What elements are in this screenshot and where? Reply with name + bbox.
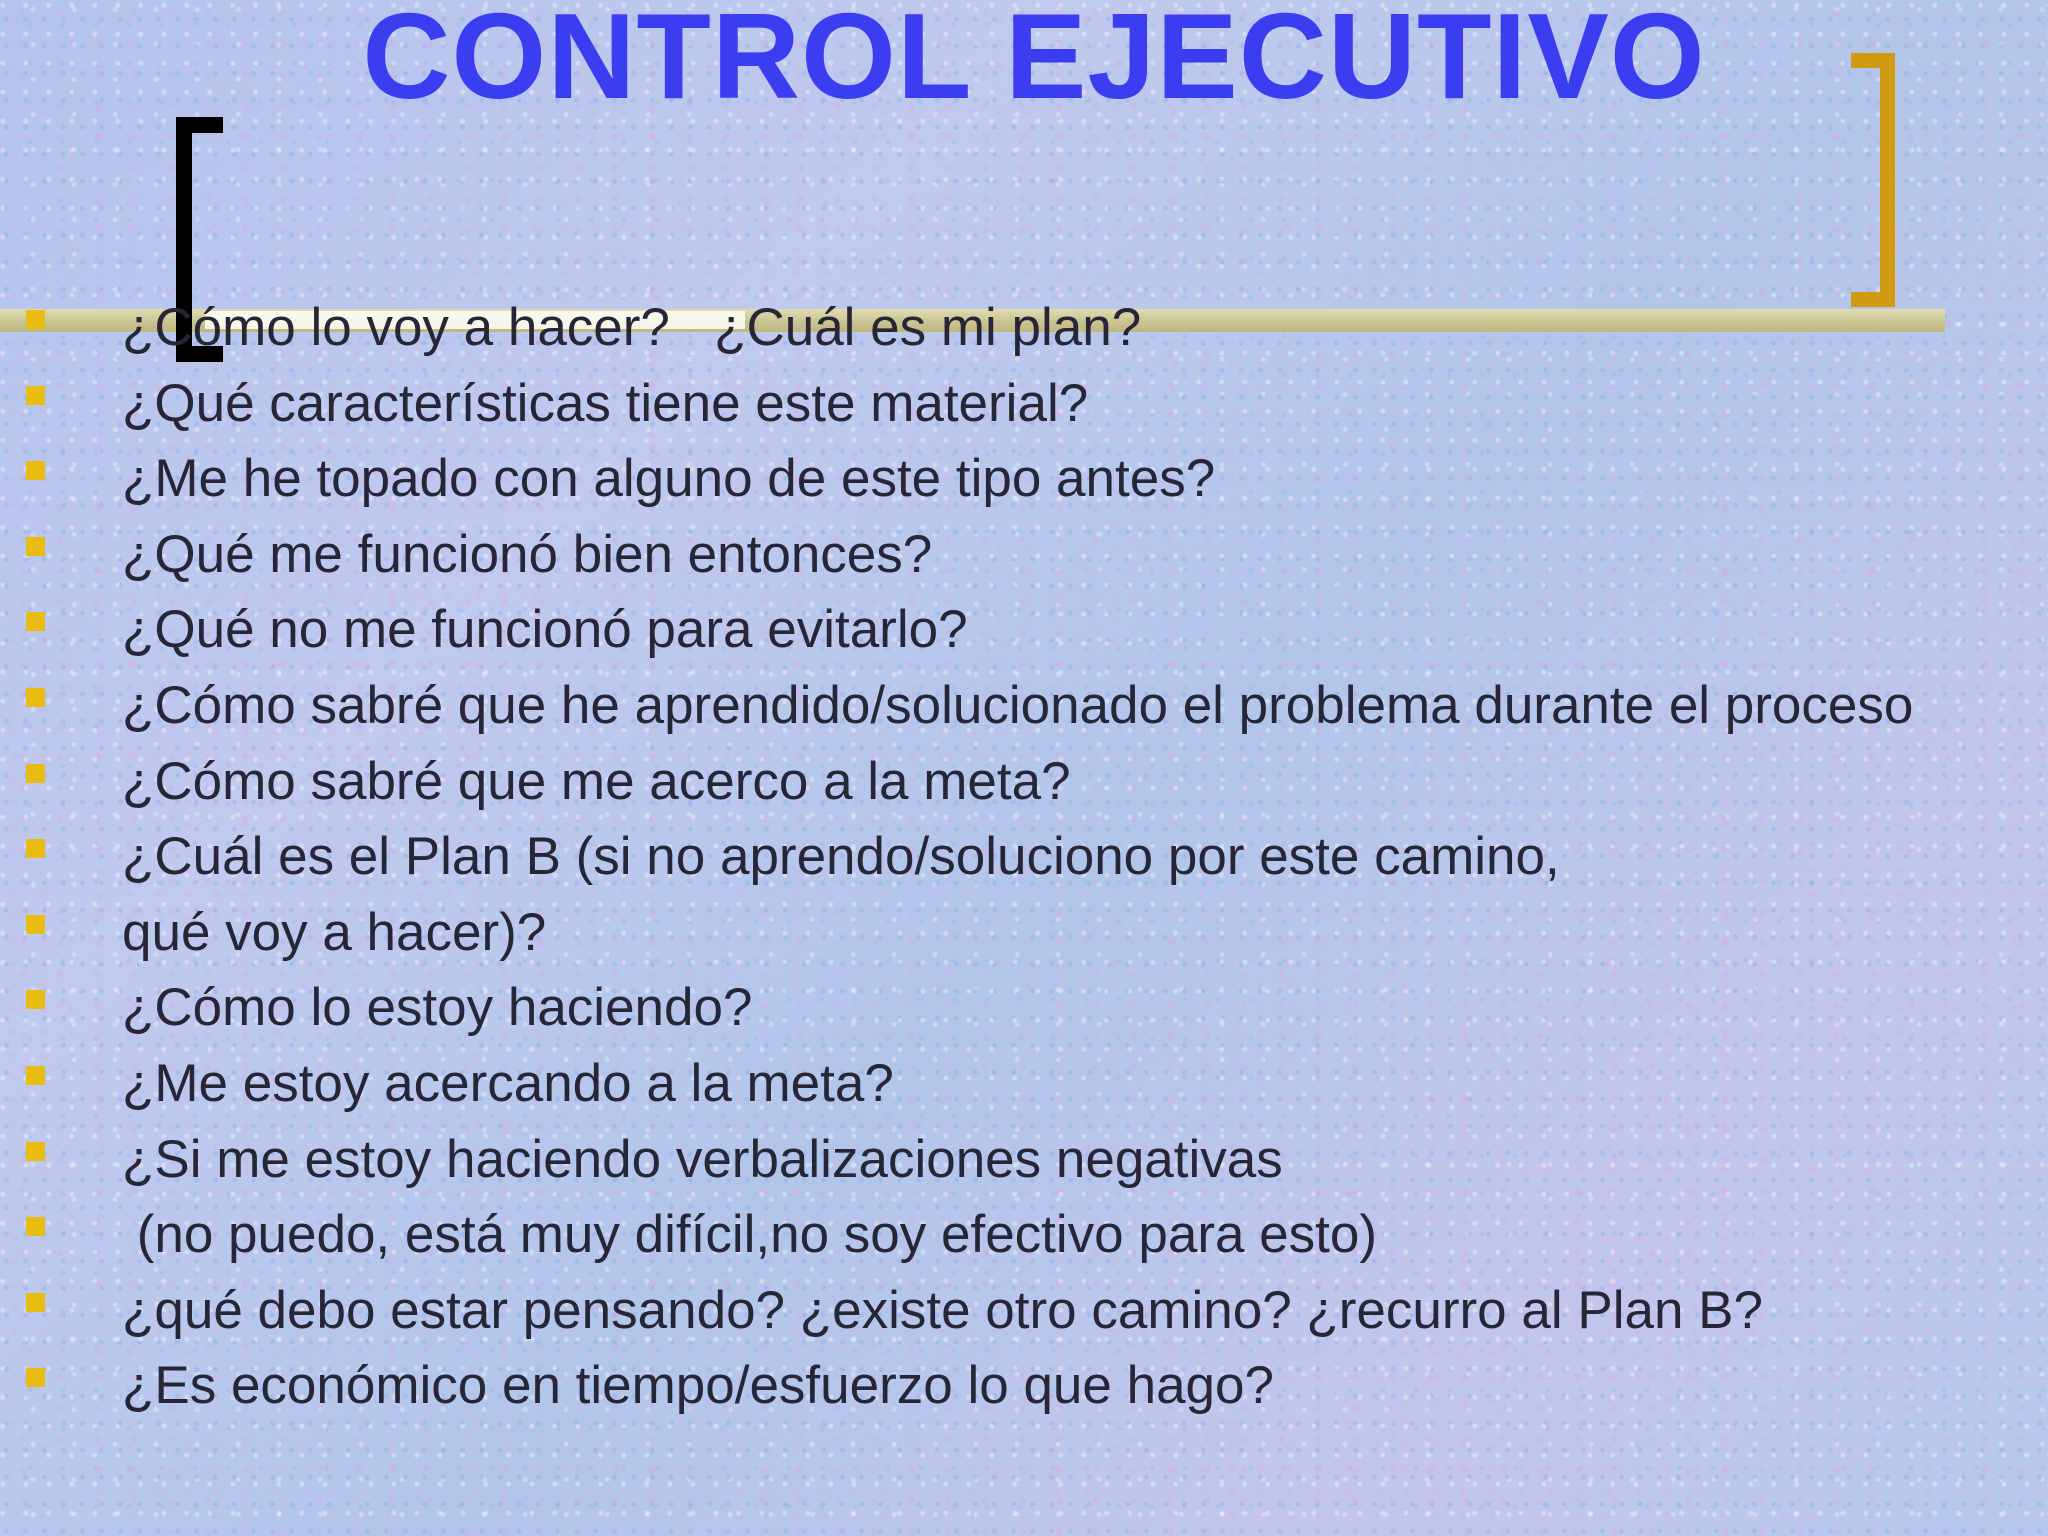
bullet-text: ¿Qué me funcionó bien entonces? [122,524,933,584]
bullet-list [0,290,2048,1424]
bullet-text: ¿Me estoy acercando a la meta? [122,1053,894,1113]
bullet-text: ¿qué debo estar pensando? ¿existe otro camino? ¿recurro al Plan B? [122,1280,1763,1340]
square-bullet-icon [26,990,45,1009]
square-bullet-icon [26,839,45,858]
square-bullet-icon [26,1293,45,1312]
bullet-item [0,1122,2048,1198]
bullet-text: ¿Cómo lo voy a hacer? ¿Cuál es mi plan? [122,298,1142,357]
bullet-item [0,1197,2048,1273]
bullet-item [0,970,2048,1046]
square-bullet-icon [26,1217,45,1236]
square-bullet-icon [26,461,45,480]
bullet-item [0,366,2048,442]
bullet-text: ¿Qué características tiene este material? [122,373,1089,433]
square-bullet-icon [26,386,45,405]
bullet-text: ¿Cómo lo estoy haciendo? [122,978,753,1038]
bullet-item [0,1046,2048,1122]
square-bullet-icon [26,764,45,783]
bullet-item [0,1273,2048,1349]
square-bullet-icon [26,1142,45,1161]
bullet-text: (no puedo, está muy difícil,no soy efectivo para esto) [122,1205,1377,1265]
slide-title: CONTROL EJECUTIVO [362,0,1706,124]
square-bullet-icon [26,310,45,329]
bullet-item [0,744,2048,820]
bullet-text: ¿Qué no me funcionó para evitarlo? [122,600,968,660]
bullet-item [0,290,2048,366]
square-bullet-icon [26,1066,45,1085]
bullet-item [0,1348,2048,1424]
bullet-text: qué voy a hacer)? [122,902,547,962]
square-bullet-icon [26,612,45,631]
bullet-item [0,592,2048,668]
bullet-text: ¿Me he topado con alguno de este tipo antes? [122,449,1216,509]
bullet-item [0,517,2048,593]
square-bullet-icon [26,537,45,556]
bullet-text: ¿Es económico en tiempo/esfuerzo lo que hago? [122,1356,1274,1416]
bullet-text: ¿Si me estoy haciendo verbalizaciones negativas [122,1129,1283,1189]
bullet-item [0,441,2048,517]
square-bullet-icon [26,1368,45,1387]
bullet-item [0,895,2048,971]
square-bullet-icon [26,915,45,934]
bullet-item [0,668,2048,744]
square-bullet-icon [26,688,45,707]
bullet-item [0,819,2048,895]
bullet-text: ¿Cómo sabré que he aprendido/solucionado el problema durante el proceso [122,675,1914,735]
bullet-text: ¿Cuál es el Plan B (si no aprendo/soluciono por este camino, [122,827,1560,887]
bullet-text: ¿Cómo sabré que me acerco a la meta? [122,751,1071,811]
